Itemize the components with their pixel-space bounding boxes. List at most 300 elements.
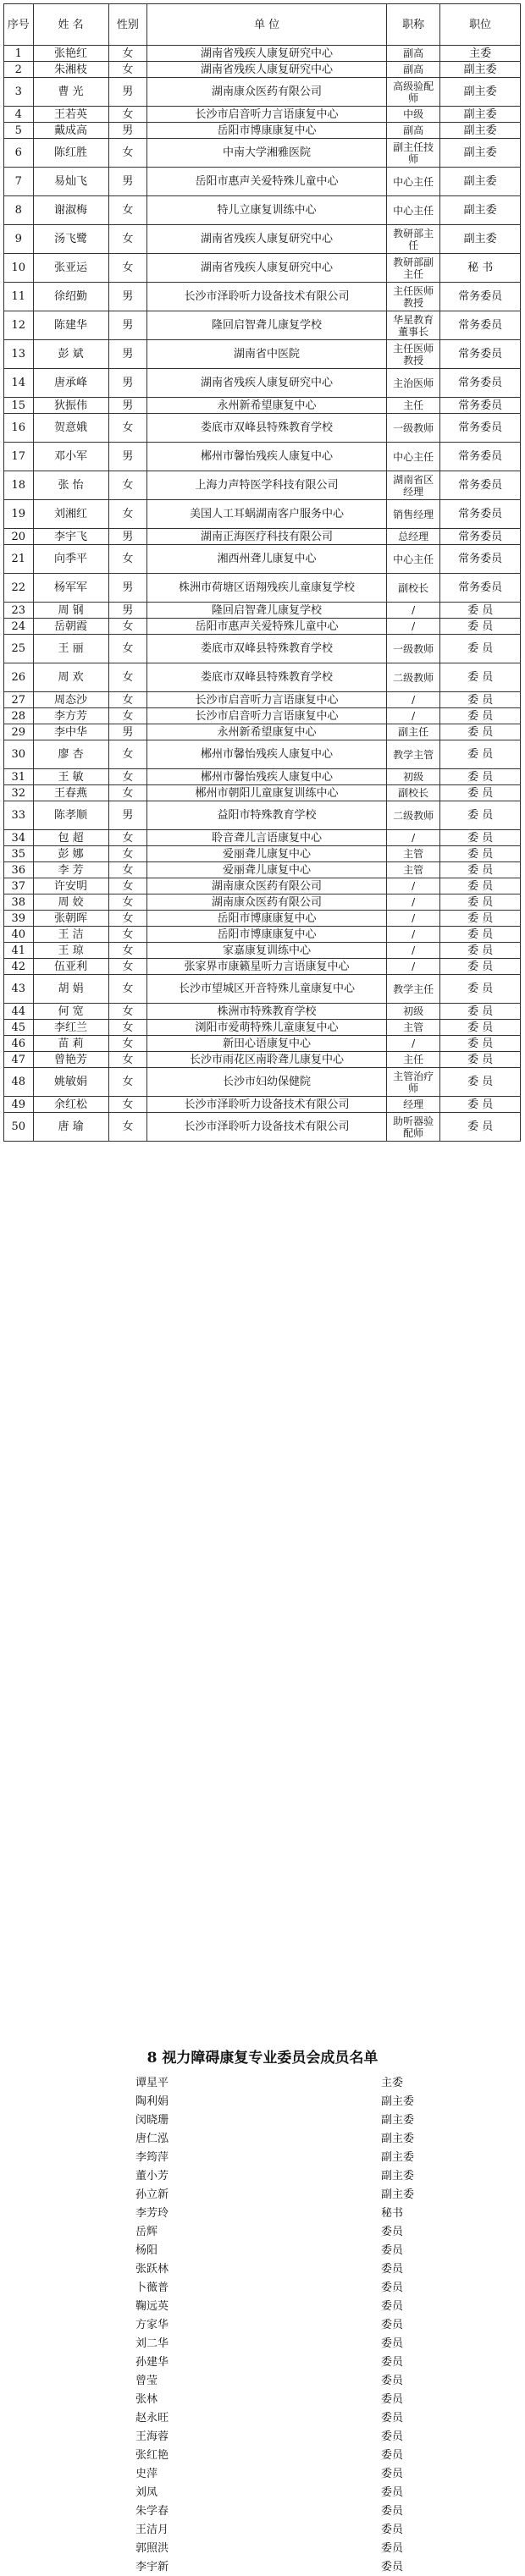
position-cell: 常务委员 <box>440 369 521 398</box>
position-cell: 委 员 <box>440 663 521 692</box>
row-index-cell: 17 <box>4 443 34 471</box>
unit-cell: 长沙市泽聆听力设备技术有限公司 <box>147 1113 387 1142</box>
table-row <box>4 283 521 311</box>
gender-cell: 女 <box>108 943 147 959</box>
unit-cell: 长沙市启音听力言语康复中心 <box>147 692 387 708</box>
position-cell: 委 员 <box>440 708 521 724</box>
member-role: 副主委 <box>381 2170 415 2182</box>
row-index-cell: 34 <box>4 830 34 846</box>
unit-cell: 岳阳市博康康复中心 <box>147 927 387 943</box>
row-index-cell: 37 <box>4 878 34 894</box>
table-row <box>4 398 521 414</box>
gender-cell: 女 <box>108 1097 147 1113</box>
gender-cell: 女 <box>108 1052 147 1068</box>
gender-cell: 女 <box>108 254 147 283</box>
member-role: 委员 <box>381 2375 404 2387</box>
member-name-cell: 张 怡 <box>33 471 108 500</box>
row-index-cell: 24 <box>4 619 34 635</box>
member-role: 委员 <box>381 2468 404 2480</box>
title-cell: 华星教育董事长 <box>386 311 439 340</box>
unit-cell: 美国人工耳蜗湖南客户服务中心 <box>147 500 387 529</box>
position-cell: 常务委员 <box>440 283 521 311</box>
position-cell: 委 员 <box>440 724 521 740</box>
table-row <box>4 1004 521 1020</box>
title-cell: 教研部主任 <box>386 225 439 254</box>
gender-cell: 女 <box>108 1113 147 1142</box>
table-row <box>4 1097 521 1113</box>
list-item <box>0 2222 525 2241</box>
row-index-cell: 3 <box>4 78 34 107</box>
unit-cell: 湖南省中医院 <box>147 340 387 369</box>
member-name-cell: 陈孝顺 <box>33 801 108 830</box>
gender-cell: 男 <box>108 311 147 340</box>
table-row <box>4 545 521 574</box>
member-role: 秘书 <box>381 2207 404 2220</box>
member-name-cell: 彭 斌 <box>33 340 108 369</box>
unit-cell: 郴州市馨怡残疾人康复中心 <box>147 443 387 471</box>
title-cell: 副主任 <box>386 724 439 740</box>
row-index-cell: 41 <box>4 943 34 959</box>
list-item <box>0 2129 525 2148</box>
gender-cell: 女 <box>108 635 147 663</box>
table-row <box>4 62 521 78</box>
member-name-cell: 易灿飞 <box>33 168 108 196</box>
row-index-cell: 2 <box>4 62 34 78</box>
table-row <box>4 500 521 529</box>
list-item <box>0 2408 525 2427</box>
row-index-cell: 7 <box>4 168 34 196</box>
table-row <box>4 724 521 740</box>
member-name: 张林 <box>135 2393 158 2406</box>
position-cell: 委 员 <box>440 740 521 769</box>
list-item <box>0 2483 525 2502</box>
position-cell: 委 员 <box>440 975 521 1004</box>
member-name-cell: 戴成高 <box>33 123 108 139</box>
member-role: 委员 <box>381 2244 404 2257</box>
unit-cell: 岳阳市博康康复中心 <box>147 911 387 927</box>
row-index-cell: 5 <box>4 123 34 139</box>
table-row <box>4 927 521 943</box>
unit-cell: 株洲市荷塘区语翔残疾儿童康复学校 <box>147 574 387 603</box>
unit-cell: 湖南省残疾人康复研究中心 <box>147 369 387 398</box>
list-item <box>0 2073 525 2092</box>
member-role: 副主委 <box>381 2114 415 2127</box>
list-item <box>0 2353 525 2371</box>
row-index-cell: 48 <box>4 1068 34 1097</box>
position-cell: 委 员 <box>440 911 521 927</box>
title-cell: 主管 <box>386 1020 439 1036</box>
table-row <box>4 139 521 168</box>
gender-cell: 男 <box>108 574 147 603</box>
title-cell: / <box>386 619 439 635</box>
member-name-cell: 张艳红 <box>33 46 108 62</box>
position-cell: 委 员 <box>440 635 521 663</box>
table-row <box>4 225 521 254</box>
gender-cell: 男 <box>108 168 147 196</box>
gender-cell: 女 <box>108 1020 147 1036</box>
table-row <box>4 1052 521 1068</box>
row-index-cell: 9 <box>4 225 34 254</box>
table-row <box>4 369 521 398</box>
row-index-cell: 31 <box>4 769 34 785</box>
gender-cell: 男 <box>108 398 147 414</box>
list-item <box>0 2557 525 2576</box>
member-name-cell: 刘湘红 <box>33 500 108 529</box>
table-row <box>4 168 521 196</box>
row-index-cell: 30 <box>4 740 34 769</box>
row-index-cell: 23 <box>4 603 34 619</box>
member-name-cell: 贺意娥 <box>33 414 108 443</box>
table-row <box>4 635 521 663</box>
member-role: 委员 <box>381 2393 404 2406</box>
title-cell: 一级教师 <box>386 635 439 663</box>
member-role: 委员 <box>381 2263 404 2276</box>
row-index-cell: 15 <box>4 398 34 414</box>
title-cell: 副高 <box>386 46 439 62</box>
gender-cell: 女 <box>108 911 147 927</box>
gender-cell: 男 <box>108 529 147 545</box>
position-cell: 委 员 <box>440 603 521 619</box>
title-cell: 经理 <box>386 1097 439 1113</box>
position-cell: 委 员 <box>440 894 521 911</box>
title-cell: 副校长 <box>386 785 439 801</box>
member-name-cell: 何 宽 <box>33 1004 108 1020</box>
unit-cell: 家嘉康复训练中心 <box>147 943 387 959</box>
header-title: 职称 <box>386 4 439 46</box>
position-cell: 委 员 <box>440 927 521 943</box>
row-index-cell: 10 <box>4 254 34 283</box>
unit-cell: 株洲市特殊教育学校 <box>147 1004 387 1020</box>
list-item <box>0 2390 525 2408</box>
gender-cell: 女 <box>108 878 147 894</box>
member-name-cell: 包 超 <box>33 830 108 846</box>
row-index-cell: 29 <box>4 724 34 740</box>
position-cell: 委 员 <box>440 1097 521 1113</box>
member-name: 孙建华 <box>135 2356 169 2369</box>
unit-cell: 湖南省残疾人康复研究中心 <box>147 254 387 283</box>
unit-cell: 娄底市双峰县特殊教育学校 <box>147 414 387 443</box>
list-item <box>0 2520 525 2539</box>
position-cell: 常务委员 <box>440 340 521 369</box>
member-name: 方家华 <box>135 2319 169 2331</box>
unit-cell: 益阳市特殊教育学校 <box>147 801 387 830</box>
title-cell: 主任医师教授 <box>386 283 439 311</box>
row-index-cell: 50 <box>4 1113 34 1142</box>
member-name: 董小芳 <box>135 2170 169 2182</box>
position-cell: 常务委员 <box>440 545 521 574</box>
row-index-cell: 8 <box>4 196 34 225</box>
row-index-cell: 39 <box>4 911 34 927</box>
position-cell: 副主委 <box>440 196 521 225</box>
member-name: 赵永旺 <box>135 2412 169 2425</box>
row-index-cell: 47 <box>4 1052 34 1068</box>
table-row <box>4 801 521 830</box>
member-role: 委员 <box>381 2486 404 2499</box>
unit-cell: 湘西州聋儿康复中心 <box>147 545 387 574</box>
title-cell: 中心主任 <box>386 545 439 574</box>
unit-cell: 爱丽聋儿康复中心 <box>147 862 387 878</box>
table-row <box>4 663 521 692</box>
title-cell: / <box>386 943 439 959</box>
position-cell: 委 员 <box>440 692 521 708</box>
table-row <box>4 846 521 862</box>
member-name-cell: 岳朝霞 <box>33 619 108 635</box>
member-name-cell: 张朝晖 <box>33 911 108 927</box>
row-index-cell: 44 <box>4 1004 34 1020</box>
title-cell: / <box>386 708 439 724</box>
gender-cell: 女 <box>108 975 147 1004</box>
title-cell: / <box>386 830 439 846</box>
member-name: 张跃林 <box>135 2263 169 2276</box>
header-position: 职位 <box>440 4 521 46</box>
table-row <box>4 529 521 545</box>
gender-cell: 女 <box>108 107 147 123</box>
row-index-cell: 20 <box>4 529 34 545</box>
title-cell: 中心主任 <box>386 196 439 225</box>
gender-cell: 男 <box>108 340 147 369</box>
member-name: 刘二华 <box>135 2337 169 2350</box>
title-cell: 主任医师教授 <box>386 340 439 369</box>
member-name-cell: 陈红胜 <box>33 139 108 168</box>
table-row <box>4 862 521 878</box>
unit-cell: 娄底市双峰县特殊教育学校 <box>147 663 387 692</box>
gender-cell: 男 <box>108 283 147 311</box>
gender-cell: 女 <box>108 46 147 62</box>
position-cell: 委 员 <box>440 862 521 878</box>
gender-cell: 女 <box>108 959 147 975</box>
table-row <box>4 123 521 139</box>
member-name: 刘凤 <box>135 2486 158 2499</box>
position-cell: 委 员 <box>440 769 521 785</box>
gender-cell: 女 <box>108 830 147 846</box>
row-index-cell: 14 <box>4 369 34 398</box>
member-name-cell: 徐绍勤 <box>33 283 108 311</box>
unit-cell: 湖南省残疾人康复研究中心 <box>147 225 387 254</box>
unit-cell: 郴州市馨怡残疾人康复中心 <box>147 769 387 785</box>
list-item <box>0 2278 525 2297</box>
list-item <box>0 2464 525 2483</box>
row-index-cell: 19 <box>4 500 34 529</box>
list-item <box>0 2260 525 2278</box>
unit-cell: 长沙市泽聆听力设备技术有限公司 <box>147 1097 387 1113</box>
gender-cell: 女 <box>108 740 147 769</box>
unit-cell: 长沙市泽聆听力设备技术有限公司 <box>147 283 387 311</box>
position-cell: 委 员 <box>440 1036 521 1052</box>
member-name-cell: 张亚运 <box>33 254 108 283</box>
row-index-cell: 42 <box>4 959 34 975</box>
unit-cell: 郴州市馨怡残疾人康复中心 <box>147 740 387 769</box>
gender-cell: 男 <box>108 78 147 107</box>
position-cell: 副主委 <box>440 62 521 78</box>
row-index-cell: 26 <box>4 663 34 692</box>
table-header-row <box>4 4 521 46</box>
member-role: 委员 <box>381 2505 404 2518</box>
list-item <box>0 2334 525 2353</box>
gender-cell: 女 <box>108 769 147 785</box>
list-item <box>0 2315 525 2334</box>
unit-cell: 长沙市启音听力言语康复中心 <box>147 107 387 123</box>
member-name-cell: 许安明 <box>33 878 108 894</box>
title-cell: 主管 <box>386 846 439 862</box>
gender-cell: 女 <box>108 862 147 878</box>
position-cell: 副主委 <box>440 225 521 254</box>
unit-cell: 郴州市朝阳儿童康复训练中心 <box>147 785 387 801</box>
table-row <box>4 830 521 846</box>
position-cell: 副主委 <box>440 107 521 123</box>
title-cell: / <box>386 959 439 975</box>
member-name-cell: 陈建华 <box>33 311 108 340</box>
table-body <box>4 46 521 1142</box>
table-row <box>4 943 521 959</box>
row-index-cell: 27 <box>4 692 34 708</box>
unit-cell: 上海力声特医学科技有限公司 <box>147 471 387 500</box>
gender-cell: 女 <box>108 785 147 801</box>
list-item <box>0 2371 525 2390</box>
member-name: 王洁月 <box>135 2524 169 2536</box>
member-name: 孙立新 <box>135 2188 169 2201</box>
unit-cell: 岳阳市惠声关爱特殊儿童中心 <box>147 168 387 196</box>
member-role: 副主委 <box>381 2133 415 2145</box>
position-cell: 委 员 <box>440 943 521 959</box>
title-cell: 总经理 <box>386 529 439 545</box>
title-cell: / <box>386 927 439 943</box>
member-role: 委员 <box>381 2412 404 2425</box>
title-cell: / <box>386 911 439 927</box>
title-cell: 一级教师 <box>386 414 439 443</box>
table-row <box>4 708 521 724</box>
row-index-cell: 22 <box>4 574 34 603</box>
position-cell: 委 员 <box>440 830 521 846</box>
gender-cell: 女 <box>108 196 147 225</box>
list-item <box>0 2204 525 2222</box>
gender-cell: 女 <box>108 1068 147 1097</box>
title-cell: 初级 <box>386 1004 439 1020</box>
row-index-cell: 11 <box>4 283 34 311</box>
position-cell: 委 员 <box>440 1068 521 1097</box>
gender-cell: 女 <box>108 1036 147 1052</box>
member-role: 委员 <box>381 2561 404 2573</box>
gender-cell: 女 <box>108 927 147 943</box>
member-name: 朱学春 <box>135 2505 169 2518</box>
member-name-cell: 王 洁 <box>33 927 108 943</box>
table-row <box>4 107 521 123</box>
position-cell: 委 员 <box>440 785 521 801</box>
member-role: 主委 <box>381 2077 404 2089</box>
row-index-cell: 43 <box>4 975 34 1004</box>
title-cell: 中级 <box>386 107 439 123</box>
table-row <box>4 769 521 785</box>
gender-cell: 男 <box>108 443 147 471</box>
position-cell: 副主委 <box>440 123 521 139</box>
position-cell: 委 员 <box>440 1113 521 1142</box>
position-cell: 委 员 <box>440 1052 521 1068</box>
unit-cell: 特儿立康复训练中心 <box>147 196 387 225</box>
member-name-cell: 李宇飞 <box>33 529 108 545</box>
table-row <box>4 78 521 107</box>
table-row <box>4 619 521 635</box>
list-item <box>0 2297 525 2315</box>
unit-cell: 湖南省残疾人康复研究中心 <box>147 46 387 62</box>
position-cell: 常务委员 <box>440 443 521 471</box>
unit-cell: 永州新希望康复中心 <box>147 724 387 740</box>
title-cell: 初级 <box>386 769 439 785</box>
title-cell: / <box>386 603 439 619</box>
member-role: 委员 <box>381 2300 404 2313</box>
gender-cell: 女 <box>108 894 147 911</box>
section-title: 8 视力障碍康复专业委员会成员名单 <box>146 2050 379 2067</box>
member-name: 李芳玲 <box>135 2207 169 2220</box>
position-cell: 委 员 <box>440 1020 521 1036</box>
member-name-cell: 姚敏娟 <box>33 1068 108 1097</box>
title-cell: 销售经理 <box>386 500 439 529</box>
gender-cell: 女 <box>108 139 147 168</box>
table-row <box>4 740 521 769</box>
row-index-cell: 1 <box>4 46 34 62</box>
gender-cell: 男 <box>108 123 147 139</box>
member-name: 鞠远英 <box>135 2300 169 2313</box>
table-row <box>4 1036 521 1052</box>
list-item <box>0 2502 525 2520</box>
member-role: 委员 <box>381 2226 404 2238</box>
member-role: 委员 <box>381 2524 404 2536</box>
title-cell: / <box>386 692 439 708</box>
member-name-cell: 唐 瑜 <box>33 1113 108 1142</box>
member-name: 闵晓珊 <box>135 2114 169 2127</box>
member-name-cell: 胡 娟 <box>33 975 108 1004</box>
member-role: 委员 <box>381 2282 404 2294</box>
gender-cell: 男 <box>108 724 147 740</box>
title-cell: 湖南省区经理 <box>386 471 439 500</box>
row-index-cell: 13 <box>4 340 34 369</box>
table-row <box>4 878 521 894</box>
member-name-cell: 周态沙 <box>33 692 108 708</box>
position-cell: 常务委员 <box>440 574 521 603</box>
member-name: 李筠萍 <box>135 2151 169 2164</box>
table-row <box>4 1113 521 1142</box>
list-item <box>0 2092 525 2111</box>
unit-cell: 岳阳市博康康复中心 <box>147 123 387 139</box>
title-cell: 副高 <box>386 62 439 78</box>
table-row <box>4 471 521 500</box>
row-index-cell: 28 <box>4 708 34 724</box>
member-name-cell: 王若英 <box>33 107 108 123</box>
member-name-cell: 邓小军 <box>33 443 108 471</box>
member-name-cell: 廖 杏 <box>33 740 108 769</box>
row-index-cell: 46 <box>4 1036 34 1052</box>
row-index-cell: 4 <box>4 107 34 123</box>
row-index-cell: 40 <box>4 927 34 943</box>
member-name: 郭照洪 <box>135 2542 169 2555</box>
title-cell: 助听器验配师 <box>386 1113 439 1142</box>
title-cell: 二级教师 <box>386 663 439 692</box>
member-name-cell: 向季平 <box>33 545 108 574</box>
member-name-cell: 彭 娜 <box>33 846 108 862</box>
member-name-cell: 余红松 <box>33 1097 108 1113</box>
row-index-cell: 21 <box>4 545 34 574</box>
member-name-cell: 李中华 <box>33 724 108 740</box>
member-role: 副主委 <box>381 2188 415 2201</box>
position-cell: 副主委 <box>440 139 521 168</box>
list-item <box>0 2446 525 2464</box>
gender-cell: 女 <box>108 414 147 443</box>
unit-cell: 长沙市望城区开音特殊儿童康复中心 <box>147 975 387 1004</box>
position-cell: 委 员 <box>440 619 521 635</box>
list-item <box>0 2148 525 2166</box>
member-role: 副主委 <box>381 2151 415 2164</box>
title-cell: 主管 <box>386 862 439 878</box>
title-cell: 教研部副主任 <box>386 254 439 283</box>
position-cell: 常务委员 <box>440 529 521 545</box>
